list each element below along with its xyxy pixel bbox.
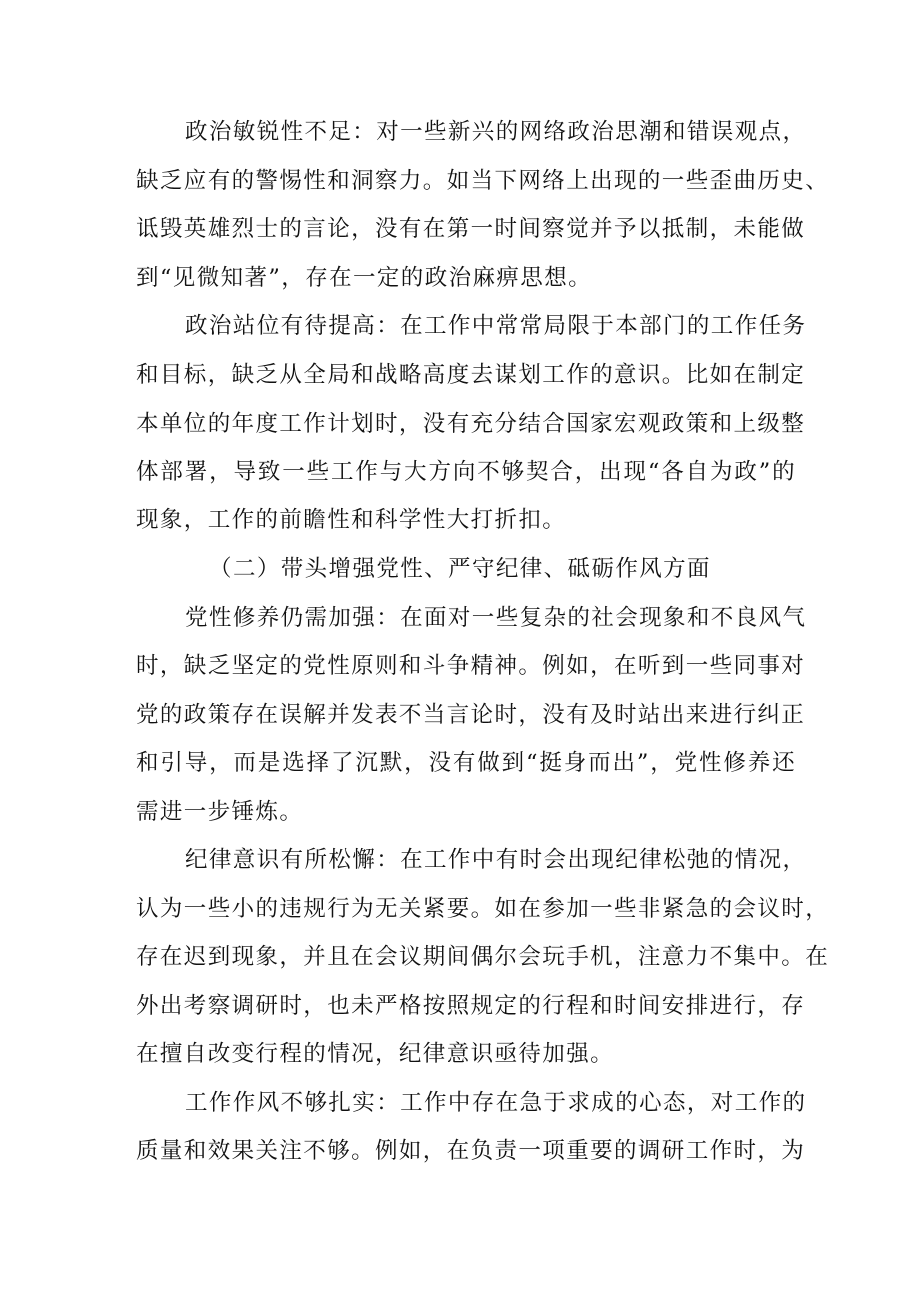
paragraph-line: 存在迟到现象，并且在会议期间偶尔会玩手机，注意力不集中。在 — [136, 944, 830, 970]
paragraph-line: 需进一步锤炼。 — [136, 799, 304, 825]
paragraph-line: 本单位的年度工作计划时，没有充分结合国家宏观政策和上级整 — [136, 411, 806, 437]
paragraph-line: 和目标，缺乏从全局和战略高度去谋划工作的意识。比如在制定 — [136, 362, 806, 388]
paragraph-line: 体部署，导致一些工作与大方向不够契合，出现“各自为政”的 — [136, 459, 796, 485]
section-heading: （二）带头增强党性、严守纪律、砥砺作风方面 — [209, 556, 711, 582]
paragraph-line: 纪律意识有所松懈：在工作中有时会出现纪律松弛的情况， — [185, 847, 807, 873]
paragraph-line: 诋毁英雄烈士的言论，没有在第一时间察觉并予以抵制，未能做 — [136, 216, 806, 242]
paragraph-line: 外出考察调研时，也未严格按照规定的行程和时间安排进行，存 — [136, 993, 806, 1019]
paragraph-line: 工作作风不够扎实：工作中存在急于求成的心态，对工作的 — [185, 1090, 807, 1116]
paragraph-line: 党性修养仍需加强：在面对一些复杂的社会现象和不良风气 — [185, 605, 807, 631]
paragraph-line: 到“见微知著”，存在一定的政治麻痹思想。 — [136, 265, 593, 291]
paragraph-line: 缺乏应有的警惕性和洞察力。如当下网络上出现的一些歪曲历史、 — [136, 168, 830, 194]
paragraph-line: 质量和效果关注不够。例如，在负责一项重要的调研工作时，为 — [136, 1138, 806, 1164]
paragraph-line: 时，缺乏坚定的党性原则和斗争精神。例如，在听到一些同事对 — [136, 653, 806, 679]
paragraph-line: 现象，工作的前瞻性和科学性大打折扣。 — [136, 507, 567, 533]
paragraph-line: 政治站位有待提高：在工作中常常局限于本部门的工作任务 — [185, 313, 807, 339]
paragraph-line: 认为一些小的违规行为无关紧要。如在参加一些非紧急的会议时， — [136, 896, 830, 922]
paragraph-line: 在擅自改变行程的情况，纪律意识亟待加强。 — [136, 1041, 615, 1067]
paragraph-line: 政治敏锐性不足：对一些新兴的网络政治思潮和错误观点， — [185, 119, 807, 145]
paragraph-line: 和引导，而是选择了沉默，没有做到“挺身而出”，党性修养还 — [136, 750, 796, 776]
paragraph-line: 党的政策存在误解并发表不当言论时，没有及时站出来进行纠正 — [136, 702, 806, 728]
